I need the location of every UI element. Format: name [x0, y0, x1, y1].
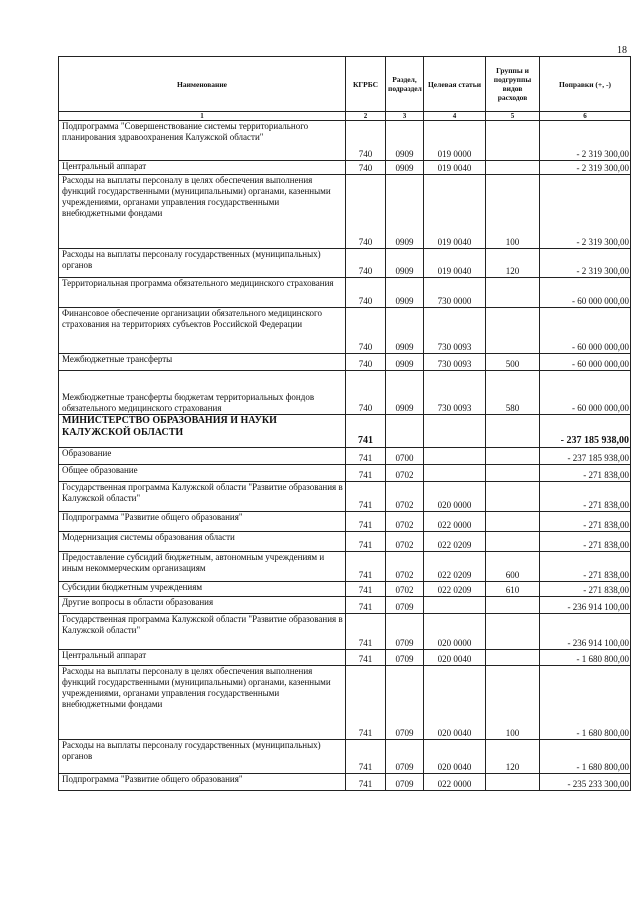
table-row: [59, 278, 631, 308]
table-row: [59, 371, 631, 415]
table-row: [59, 354, 631, 371]
row-section: 0702: [386, 482, 424, 512]
row-target: [424, 597, 486, 614]
table-row: [59, 614, 631, 650]
row-group: [486, 448, 540, 465]
row-amount: - 1 680 800,00: [540, 740, 631, 774]
row-group: 500: [486, 354, 540, 371]
row-amount: - 271 838,00: [540, 482, 631, 512]
row-group: 100: [486, 175, 540, 249]
row-kgrbs: 741: [346, 482, 386, 512]
table-row: [59, 650, 631, 666]
row-kgrbs: 740: [346, 371, 386, 415]
row-group: [486, 512, 540, 532]
row-amount: - 2 319 300,00: [540, 175, 631, 249]
row-name: Межбюджетные трансферты: [59, 354, 346, 371]
table-row: [59, 175, 631, 249]
row-target: [424, 415, 486, 448]
row-name: Образование: [59, 448, 346, 465]
row-amount: - 1 680 800,00: [540, 666, 631, 740]
row-name: Расходы на выплаты персоналу государственных (муниципальных) органов: [59, 249, 346, 278]
row-name: Государственная программа Калужской области "Развитие образования в Калужской области": [59, 614, 346, 650]
row-target: 020 0000: [424, 482, 486, 512]
row-amount: - 236 914 100,00: [540, 614, 631, 650]
row-kgrbs: 741: [346, 774, 386, 791]
row-kgrbs: 741: [346, 666, 386, 740]
row-group: 610: [486, 582, 540, 597]
row-amount: - 237 185 938,00: [540, 415, 631, 448]
header-section: Раздел, подраздел: [386, 57, 424, 112]
column-number: 6: [540, 112, 631, 121]
row-kgrbs: 741: [346, 415, 386, 448]
table-row: [59, 465, 631, 482]
row-name: Расходы на выплаты персоналу государственных (муниципальных) органов: [59, 740, 346, 774]
row-section: 0702: [386, 552, 424, 582]
row-name: Центральный аппарат: [59, 161, 346, 175]
row-target: 019 0040: [424, 175, 486, 249]
table-row: [59, 597, 631, 614]
row-target: 730 0093: [424, 371, 486, 415]
row-target: 020 0000: [424, 614, 486, 650]
row-name: Территориальная программа обязательного медицинского страхования: [59, 278, 346, 308]
table-row: [59, 774, 631, 791]
row-group: [486, 161, 540, 175]
row-kgrbs: 741: [346, 532, 386, 552]
row-target: [424, 448, 486, 465]
row-amount: - 271 838,00: [540, 552, 631, 582]
row-section: 0909: [386, 161, 424, 175]
row-section: 0702: [386, 465, 424, 482]
row-amount: - 2 319 300,00: [540, 161, 631, 175]
row-section: 0909: [386, 308, 424, 354]
row-target: 019 0040: [424, 161, 486, 175]
row-target: 730 0093: [424, 354, 486, 371]
row-name: Другие вопросы в области образования: [59, 597, 346, 614]
row-target: 022 0000: [424, 774, 486, 791]
row-section: 0709: [386, 614, 424, 650]
row-kgrbs: 741: [346, 650, 386, 666]
row-group: [486, 415, 540, 448]
header-kgrbs: КГРБС: [346, 57, 386, 112]
row-group: [486, 614, 540, 650]
row-kgrbs: 741: [346, 512, 386, 532]
row-name: Общее образование: [59, 465, 346, 482]
row-group: 580: [486, 371, 540, 415]
row-target: 019 0040: [424, 249, 486, 278]
row-target: 020 0040: [424, 650, 486, 666]
row-name: Субсидии бюджетным учреждениям: [59, 582, 346, 597]
row-amount: - 2 319 300,00: [540, 249, 631, 278]
row-target: 022 0209: [424, 582, 486, 597]
row-section: [386, 415, 424, 448]
row-kgrbs: 741: [346, 448, 386, 465]
row-group: [486, 465, 540, 482]
row-section: 0700: [386, 448, 424, 465]
row-amount: - 271 838,00: [540, 465, 631, 482]
row-kgrbs: 740: [346, 175, 386, 249]
row-name: Предоставление субсидий бюджетным, автономным учреждениям и иным некоммерческим организациям: [59, 552, 346, 582]
table-row: [59, 308, 631, 354]
row-target: 019 0000: [424, 121, 486, 161]
row-kgrbs: 740: [346, 249, 386, 278]
row-amount: - 60 000 000,00: [540, 278, 631, 308]
table-row: [59, 666, 631, 740]
table-row: [59, 415, 631, 448]
table-row: [59, 582, 631, 597]
row-section: 0709: [386, 740, 424, 774]
table-row: [59, 552, 631, 582]
column-number: 5: [486, 112, 540, 121]
row-kgrbs: 741: [346, 465, 386, 482]
row-group: [486, 482, 540, 512]
table-row: [59, 448, 631, 465]
row-section: 0709: [386, 774, 424, 791]
row-target: 020 0040: [424, 666, 486, 740]
row-amount: - 1 680 800,00: [540, 650, 631, 666]
row-name: МИНИСТЕРСТВО ОБРАЗОВАНИЯ И НАУКИ КАЛУЖСКОЙ ОБЛАСТИ: [59, 415, 346, 448]
row-amount: - 60 000 000,00: [540, 371, 631, 415]
row-section: 0709: [386, 650, 424, 666]
column-number: 2: [346, 112, 386, 121]
row-name: Расходы на выплаты персоналу в целях обеспечения выполнения функций государственными (муниципальными) органами, казенными учреждениями, органами управления государственными внебюджетными фондами: [59, 175, 346, 249]
row-amount: - 2 319 300,00: [540, 121, 631, 161]
row-target: 022 0209: [424, 532, 486, 552]
row-group: 120: [486, 249, 540, 278]
row-amount: - 60 000 000,00: [540, 354, 631, 371]
row-section: 0702: [386, 512, 424, 532]
row-kgrbs: 741: [346, 597, 386, 614]
row-name: Центральный аппарат: [59, 650, 346, 666]
row-kgrbs: 740: [346, 161, 386, 175]
header-name: Наименование: [59, 57, 346, 112]
row-kgrbs: 740: [346, 354, 386, 371]
row-target: 730 0000: [424, 278, 486, 308]
table-row: [59, 532, 631, 552]
row-target: 022 0209: [424, 552, 486, 582]
row-section: 0709: [386, 666, 424, 740]
row-name: Подпрограмма "Развитие общего образования": [59, 774, 346, 791]
row-kgrbs: 741: [346, 614, 386, 650]
row-group: [486, 774, 540, 791]
row-name: Финансовое обеспечение организации обязательного медицинского страхования на территориях субъектов Российской Федерации: [59, 308, 346, 354]
row-name: Расходы на выплаты персоналу в целях обеспечения выполнения функций государственными (муниципальными) органами, казенными учреждениями, органами управления государственными внебюджетными фондами: [59, 666, 346, 740]
row-section: 0909: [386, 175, 424, 249]
row-target: [424, 465, 486, 482]
row-target: 020 0040: [424, 740, 486, 774]
table-row: [59, 249, 631, 278]
row-section: 0909: [386, 371, 424, 415]
row-amount: - 271 838,00: [540, 512, 631, 532]
row-kgrbs: 740: [346, 121, 386, 161]
header-groups: Группы и подгруппы видов расходов: [486, 57, 540, 112]
row-amount: - 235 233 300,00: [540, 774, 631, 791]
row-section: 0702: [386, 582, 424, 597]
row-group: [486, 597, 540, 614]
row-target: 022 0000: [424, 512, 486, 532]
page-number: 18: [617, 45, 627, 56]
row-amount: - 271 838,00: [540, 532, 631, 552]
row-name: Межбюджетные трансферты бюджетам территориальных фондов обязательного медицинского страхования: [59, 371, 346, 415]
budget-amendments-table: [58, 56, 631, 791]
row-section: 0909: [386, 249, 424, 278]
table-row: [59, 121, 631, 161]
row-target: 730 0093: [424, 308, 486, 354]
row-group: [486, 650, 540, 666]
row-name: Модернизация системы образования области: [59, 532, 346, 552]
row-amount: - 271 838,00: [540, 582, 631, 597]
row-kgrbs: 741: [346, 740, 386, 774]
row-group: [486, 308, 540, 354]
row-kgrbs: 741: [346, 552, 386, 582]
row-amount: - 237 185 938,00: [540, 448, 631, 465]
row-name: Государственная программа Калужской области "Развитие образования в Калужской области": [59, 482, 346, 512]
row-kgrbs: 740: [346, 278, 386, 308]
row-kgrbs: 741: [346, 582, 386, 597]
table-row: [59, 482, 631, 512]
row-group: [486, 121, 540, 161]
row-name: Подпрограмма "Развитие общего образования": [59, 512, 346, 532]
column-number: 4: [424, 112, 486, 121]
column-number: 3: [386, 112, 424, 121]
row-group: 120: [486, 740, 540, 774]
row-section: 0909: [386, 278, 424, 308]
row-amount: - 60 000 000,00: [540, 308, 631, 354]
row-amount: - 236 914 100,00: [540, 597, 631, 614]
header-amendments: Поправки (+, -): [540, 57, 631, 112]
table-row: [59, 161, 631, 175]
row-kgrbs: 740: [346, 308, 386, 354]
row-group: [486, 278, 540, 308]
row-group: [486, 532, 540, 552]
row-name: Подпрограмма "Совершенствование системы территориального планирования здравоохранения Калужской области": [59, 121, 346, 161]
row-group: 600: [486, 552, 540, 582]
row-section: 0702: [386, 532, 424, 552]
column-number: 1: [59, 112, 346, 121]
row-group: 100: [486, 666, 540, 740]
row-section: 0909: [386, 354, 424, 371]
header-target: Целевая статьи: [424, 57, 486, 112]
row-section: 0909: [386, 121, 424, 161]
table-row: [59, 512, 631, 532]
table-row: [59, 740, 631, 774]
row-section: 0709: [386, 597, 424, 614]
